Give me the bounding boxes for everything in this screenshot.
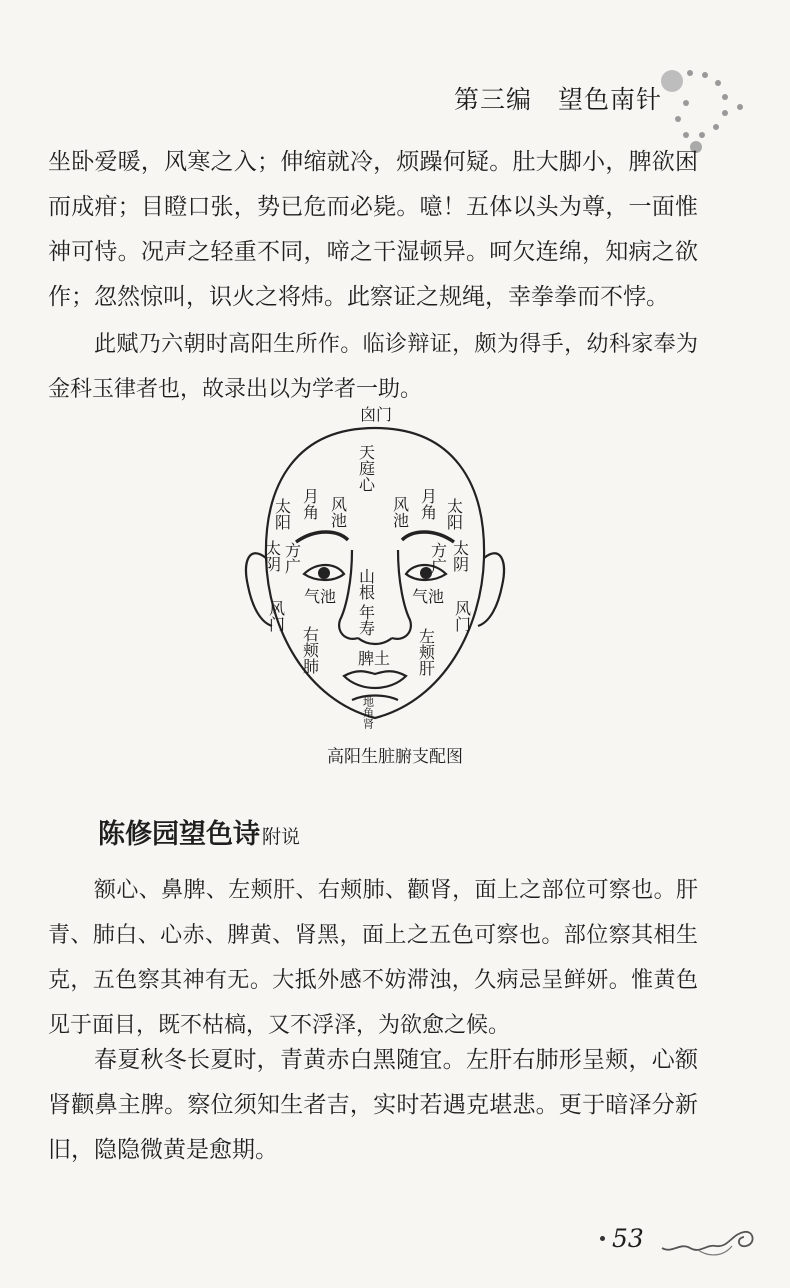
- label-fengchi-left: 风池: [328, 496, 348, 528]
- chapter-title: 第三编 望色南针: [453, 85, 662, 114]
- label-taiyin-left: 太阴: [262, 540, 282, 572]
- paragraph-3: [48, 868, 698, 1048]
- label-fangguang-right: 方广: [428, 542, 448, 574]
- left-eyebrow: [296, 532, 348, 542]
- label-taiyang-left: 太阳: [272, 498, 292, 530]
- paragraph-4: [48, 1038, 698, 1173]
- label-yuejiao-right: 月角: [418, 488, 438, 520]
- label-nianshou: 年寿: [356, 604, 376, 636]
- paragraph-2-text: 此赋乃六朝时高阳生所作。临诊辩证，颇为得手，幼科家奉为金科玉律者也，故录出以为学者一助。: [48, 332, 698, 402]
- label-tianting: 天庭心: [356, 444, 376, 492]
- page-number: 53: [612, 1224, 644, 1253]
- figure-caption: 高阳生脏腑支配图: [327, 747, 463, 767]
- paragraph-1: [48, 140, 698, 320]
- running-header: [0, 70, 790, 130]
- section-title: 陈修园望色诗: [98, 819, 260, 850]
- section-subtitle: 附说: [262, 826, 301, 848]
- section-heading: [98, 812, 300, 851]
- label-qichi-right: 气池: [412, 587, 445, 606]
- label-fengmen-right: 风门: [452, 600, 472, 632]
- label-taiyang-right: 太阳: [444, 498, 464, 530]
- label-fangguang-left: 方广: [282, 542, 302, 574]
- bullet-dot-icon: [600, 1236, 605, 1241]
- label-pitu: 脾土: [358, 649, 391, 668]
- label-youjia: 右颊肺: [300, 626, 320, 674]
- label-xinmen: 囟门: [360, 405, 393, 424]
- paragraph-1-text: 坐卧爱暖，风寒之入；伸缩就冷，烦躁何疑。肚大脚小，脾欲困而成疳；目瞪口张，势已危而必毙。噫！五体以头为尊，一面惟神可恃。况声之轻重不同，啼之干湿顿异。呵欠连绵，知病之欲作；忽然惊叫，识火之将炜。此察证之规绳，幸拳拳而不悖。: [48, 149, 698, 310]
- page-footer: [600, 1222, 770, 1262]
- label-shangen: 山根: [356, 568, 376, 600]
- label-fengchi-right: 风池: [390, 496, 410, 528]
- chin: [352, 696, 398, 701]
- label-taiyin-right: 太阴: [450, 540, 470, 572]
- label-zuojia: 左颊肝: [416, 628, 436, 676]
- face-diagram: [240, 400, 510, 740]
- mouth: [344, 671, 406, 688]
- paragraph-3-text: 额心、鼻脾、左颊肝、右颊肺、颧肾，面上之部位可察也。肝青、肺白、心赤、脾黄、肾黑，面上之五色可察也。部位察其相生克，五色察其神有无。大抵外感不妨滞浊，久病忌呈鲜妍。惟黄色见于面目，既不枯槁，又不浮泽，为欲愈之候。: [48, 878, 698, 1038]
- paragraph-4-text: 春夏秋冬长夏时，青黄赤白黑随宜。左肝右肺形呈颊，心额肾颧鼻主脾。察位须知生者吉，实时若遇克堪悲。更于暗泽分新旧，隐隐微黄是愈期。: [48, 1047, 698, 1163]
- label-qichi-left: 气池: [304, 587, 337, 606]
- right-eyebrow: [402, 532, 454, 542]
- label-yuejiao-left: 月角: [300, 488, 320, 520]
- label-dijiao: 地角肾: [361, 696, 375, 729]
- paragraph-2: [48, 322, 698, 412]
- label-fengmen-left: 风门: [266, 600, 286, 632]
- swirl-ornament-icon: [658, 1222, 758, 1262]
